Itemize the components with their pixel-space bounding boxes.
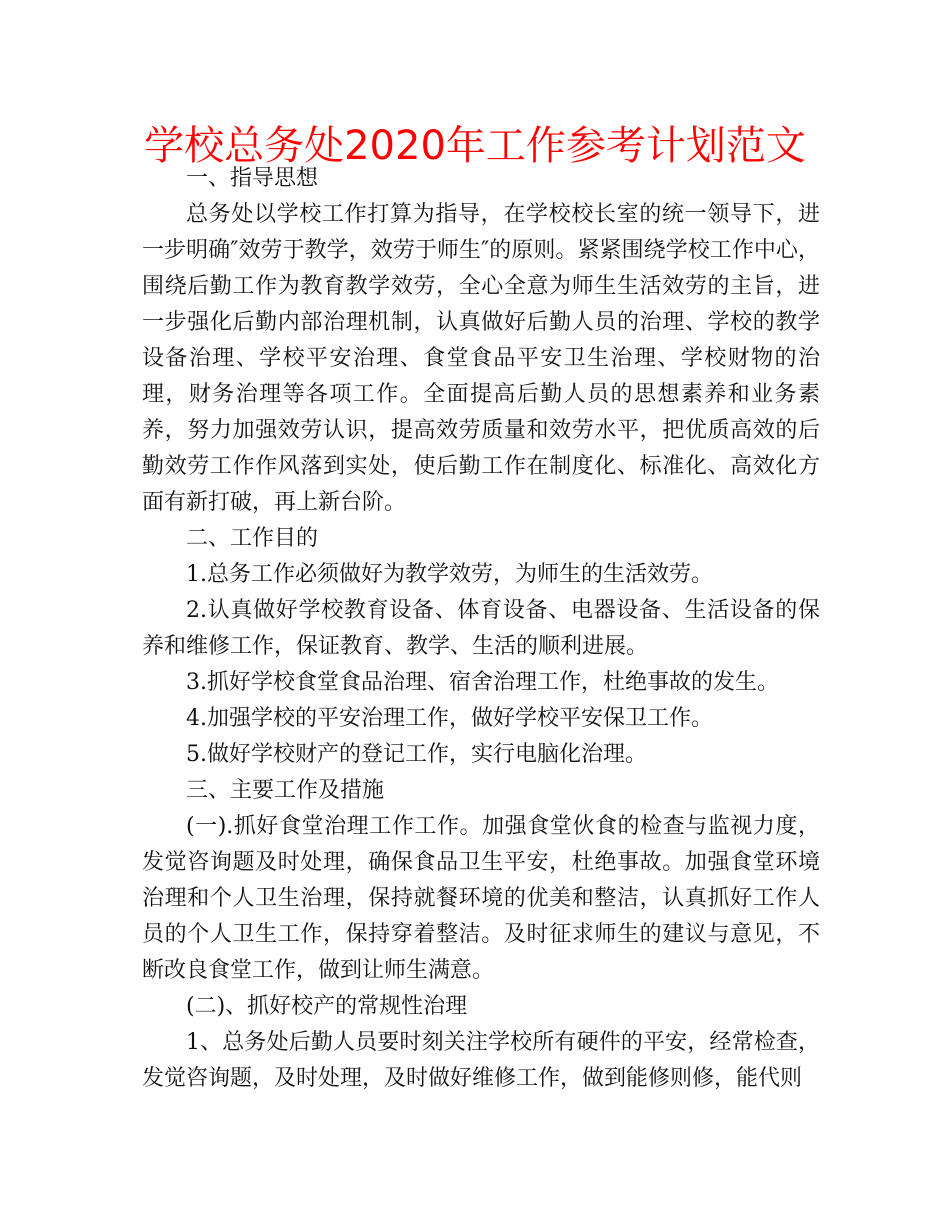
document-body [142, 161, 820, 1097]
list-item: 4.加强学校的平安治理工作，做好学校平安保卫工作。 [186, 706, 713, 731]
paragraph: 总务处以学校工作打算为指导，在学校校长室的统一领导下，进一步明确″效劳于教学，效劳于师生″的原则。紧紧围绕学校工作中心，围绕后勤工作为教育教学效劳，全心全意为师生生活效劳的主旨，进一步强化后勤内部治理机制，认真做好后勤人员的治理、学校的教学设备治理、学校平安治理、食堂食品平安卫生治理、学校财物的治理，财务治理等各项工作。全面提高后勤人员的思想素养和业务素养，努力加强效劳认识，提高效劳质量和效劳水平，把优质高效的后勤效劳工作作风落到实处，使后勤工作在制度化、标准化、高效化方面有新打破，再上新台阶。 [142, 202, 820, 515]
paragraph: 1、总务处后勤人员要时刻关注学校所有硬件的平安，经常检查，发觉咨询题，及时处理，及时做好维修工作，做到能修则修，能代则 [142, 1030, 820, 1091]
list-item: 1.总务工作必须做好为教学效劳，为师生的生活效劳。 [186, 562, 713, 587]
list-item: 5.做好学校财产的登记工作，实行电脑化治理。 [186, 742, 647, 767]
document-title: 学校总务处2020年工作参考计划范文 [144, 123, 806, 169]
list-item: 3.抓好学校食堂食品治理、宿舍治理工作，杜绝事故的发生。 [186, 670, 779, 695]
paragraph: (一).抓好食堂治理工作工作。加强食堂伙食的检查与监视力度，发觉咨询题及时处理，确保食品卫生平安，杜绝事故。加强食堂环境治理和个人卫生治理，保持就餐环境的优美和整洁，认真抓好工作人员的个人卫生工作，保持穿着整洁。及时征求师生的建议与意见，不断改良食堂工作，做到让师生满意。 [142, 814, 820, 983]
section-heading: 三、主要工作及措施 [186, 778, 385, 803]
section-heading: 二、工作目的 [186, 526, 319, 551]
section-heading: 一、指导思想 [186, 166, 319, 191]
subsection-heading: (二)、抓好校产的常规性治理 [186, 994, 468, 1019]
list-item: 2.认真做好学校教育设备、体育设备、电器设备、生活设备的保养和维修工作，保证教育、教学、生活的顺利进展。 [142, 598, 820, 659]
